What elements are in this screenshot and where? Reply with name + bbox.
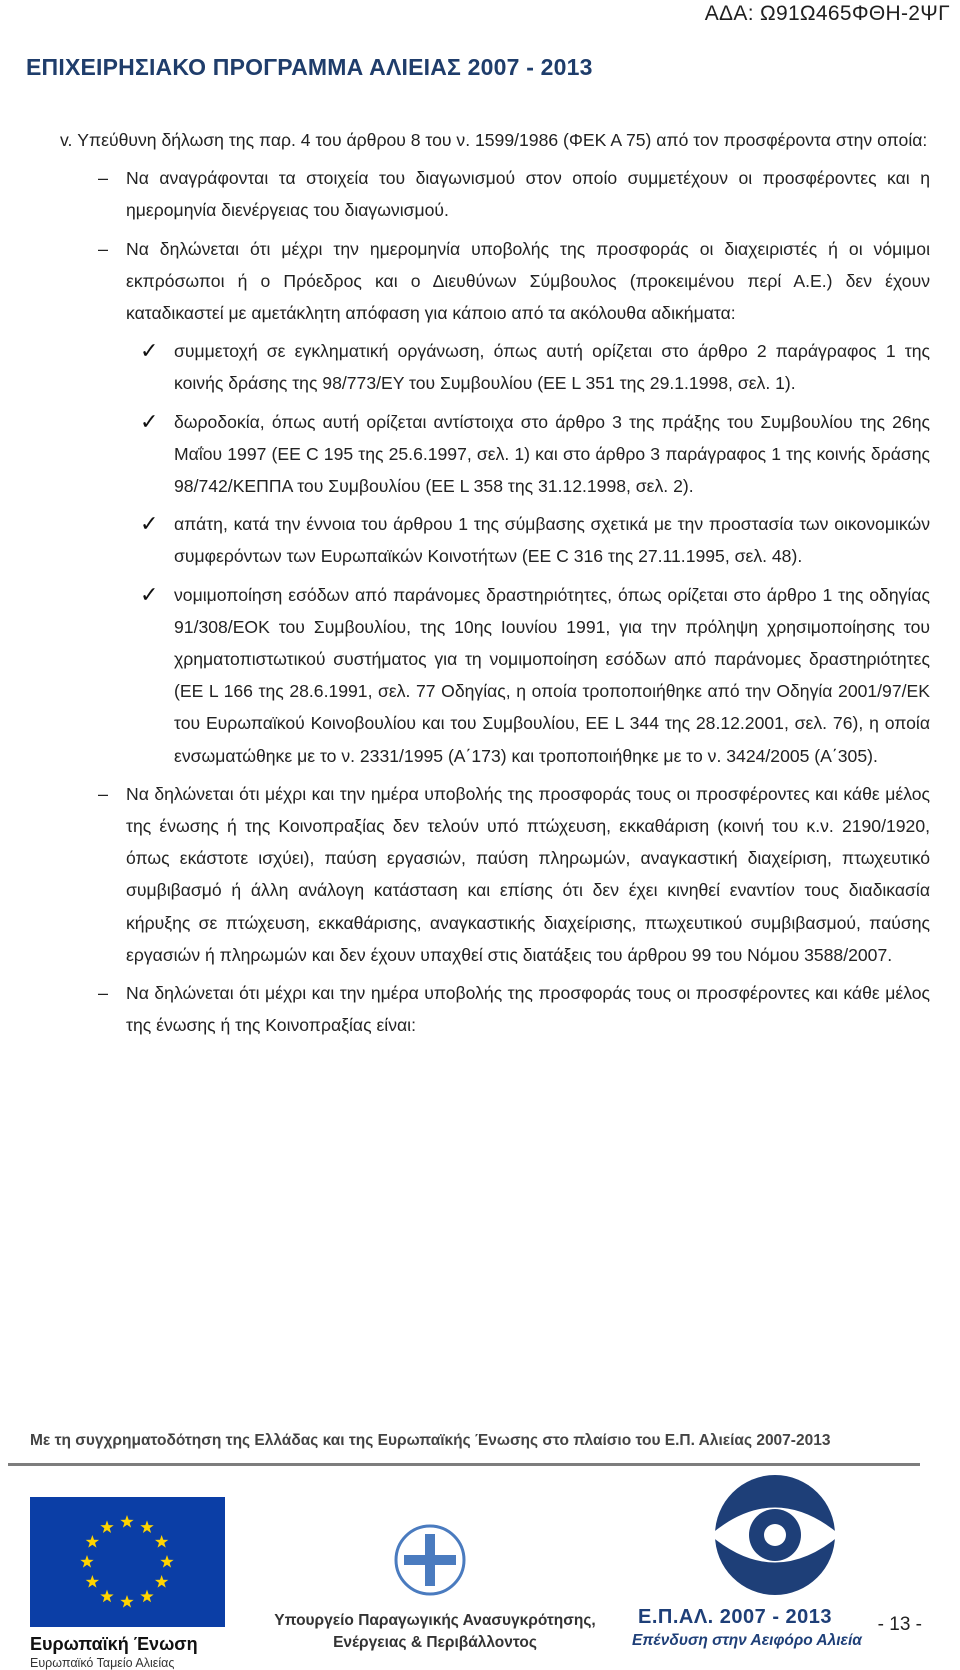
dash-bullet: –: [98, 238, 109, 259]
eu-fund-name: Ευρωπαϊκό Ταμείο Αλιείας: [30, 1656, 175, 1670]
eu-name: Ευρωπαϊκή Ένωση: [30, 1634, 198, 1654]
check-item-text: νομιμοποίηση εσόδων από παράνομες δραστηριότητες, όπως ορίζεται στο άρθρο 1 της οδηγίας 91/308/ΕΟΚ του Συμβουλίου, της 10ης Ιουνίου 1991, για την πρόληψη χρησιμοποίησης του χρηματοπιστωτικού συστήματος για τη νομιμοποίηση εσόδων από παράνομες δραστηριότητες (ΕΕ L 166 της 28.6.1991, σελ. 77 Οδηγίας, η οποία τροποποιήθηκε από την Οδηγία 2001/97/ΕΚ του Ευρωπαϊκού Κοινοβουλίου και του Συμβουλίου, ΕΕ L 344 της 28.12.2001, σελ. 76), η οποία ενσωματώθηκε με το ν. 2331/1995 (Α΄173) και τροποποιήθηκε με το ν. 3424/2005 (Α΄305).: [174, 584, 930, 766]
footer-divider: [8, 1463, 920, 1466]
dash-item-text: Να δηλώνεται ότι μέχρι και την ημέρα υποβολής της προσφοράς τους οι προσφέροντες και κάθε μέλος της ένωσης ή της Κοινοπραξίας δεν τελούν υπό πτώχευση, εκκαθάριση (κοινή του κ.ν. 2190/1920, όπως εκάστοτε ισχύει), παύση εργασιών, παύση πληρωμών, αναγκαστική διαχείριση, πτωχευτικό συμβιβασμό ή άλλη ανάλογη κατάσταση και επίσης ότι δεν έχει κινηθεί εναντίον τους διαδικασία κήρυξης σε πτώχευση, εκκαθάρισης, αναγκαστικής διαχείρισης, πτωχευτικού συμβιβασμού, παύσης εργασιών ή πληρωμών και δεν έχουν υπαχθεί στις διατάξεις του άρθρου 99 του Νόμου 3588/2007.: [126, 783, 930, 965]
check-item-3: [60, 508, 930, 572]
epal-title: Ε.Π.ΑΛ. 2007 - 2013: [638, 1606, 833, 1628]
check-item-4: [60, 579, 930, 772]
ministry-emblem-icon: [385, 1520, 475, 1600]
document-body: [60, 124, 930, 1041]
checkmark-icon: ✓: [140, 408, 159, 434]
dash-item-1: [60, 162, 930, 226]
dash-item-3: [60, 778, 930, 971]
ministry-line-2: Ενέργειας & Περιβάλλοντος: [333, 1634, 537, 1651]
check-item-text: απάτη, κατά την έννοια του άρθρου 1 της σύμβασης σχετικά με την προστασία των οικονομικών συμφερόντων των Ευρωπαϊκών Κοινοτήτων (ΕΕ C 316 της 27.11.1995, σελ. 48).: [174, 514, 930, 567]
ada-code: ΑΔΑ: Ω91Ω465ΦΘΗ-2ΨΓ: [704, 2, 950, 25]
checkmark-icon: ✓: [140, 581, 159, 607]
dash-item-text: Να δηλώνεται ότι μέχρι την ημερομηνία υποβολής της προσφοράς οι διαχειριστές ή οι νόμιμοι εκπρόσωποι ή ο Πρόεδρος και ο Διευθύνων Σύμβουλος (προκειμένου περί Α.Ε.) δεν έχουν καταδικαστεί με αμετάκλητη απόφαση για κάποιο από τα ακόλουθα αδικήματα:: [126, 238, 930, 324]
epal-subtitle: Επένδυση στην Αειφόρο Αλιεία: [632, 1632, 862, 1649]
dash-item-text: Να δηλώνεται ότι μέχρι και την ημέρα υποβολής της προσφοράς τους οι προσφέροντες και κάθε μέλος της ένωσης ή της Κοινοπραξίας είναι:: [126, 983, 930, 1036]
checkmark-icon: ✓: [140, 511, 159, 537]
epal-eye-logo-icon: [685, 1470, 865, 1600]
dash-item-4: [60, 977, 930, 1041]
ministry-name: [270, 1610, 600, 1654]
check-item-text: συμμετοχή σε εγκληματική οργάνωση, όπως αυτή ορίζεται στο άρθρο 2 παράγραφος 1 της κοινής δράσης της 98/773/ΕΥ του Συμβουλίου (ΕΕ L 351 της 29.1.1998, σελ. 1).: [174, 341, 930, 394]
dash-item-2: [60, 233, 930, 330]
dash-bullet: –: [98, 983, 109, 1004]
cofinancing-statement: Με τη συγχρηματοδότηση της Ελλάδας και της Ευρωπαϊκής Ένωσης στο πλαίσιο του Ε.Π. Αλιείας 2007-2013: [30, 1432, 831, 1449]
dash-item-text: Να αναγράφονται τα στοιχεία του διαγωνισμού στον οποίο συμμετέχουν οι προσφέροντες και η ημερομηνία διενέργειας του διαγωνισμού.: [126, 168, 930, 221]
checkmark-icon: ✓: [140, 338, 159, 364]
program-title: ΕΠΙΧΕΙΡΗΣΙΑΚΟ ΠΡΟΓΡΑΜΜΑ ΑΛΙΕΙΑΣ 2007 - 2013: [26, 54, 593, 80]
page-number: - 13 -: [877, 1614, 922, 1635]
eu-flag-icon: [30, 1497, 225, 1627]
dash-bullet: –: [98, 783, 109, 804]
check-item-1: [60, 335, 930, 399]
check-item-2: [60, 406, 930, 503]
dash-bullet: –: [98, 168, 109, 189]
check-item-text: δωροδοκία, όπως αυτή ορίζεται αντίστοιχα στο άρθρο 3 της πράξης του Συμβουλίου της 26ης Μαΐου 1997 (ΕΕ C 195 της 25.6.1997, σελ. 1) και στο άρθρο 3 παράγραφος 1 της κοινής δράσης 98/742/ΚΕΠΠΑ του Συμβουλίου (ΕΕ L 358 της 31.12.1998, σελ. 2).: [174, 411, 930, 497]
intro-paragraph: v. Υπεύθυνη δήλωση της παρ. 4 του άρθρου 8 του ν. 1599/1986 (ΦΕΚ Α 75) από τον προσφέροντα στην οποία:: [60, 130, 928, 150]
ministry-line-1: Υπουργείο Παραγωγικής Ανασυγκρότησης,: [274, 1612, 596, 1629]
